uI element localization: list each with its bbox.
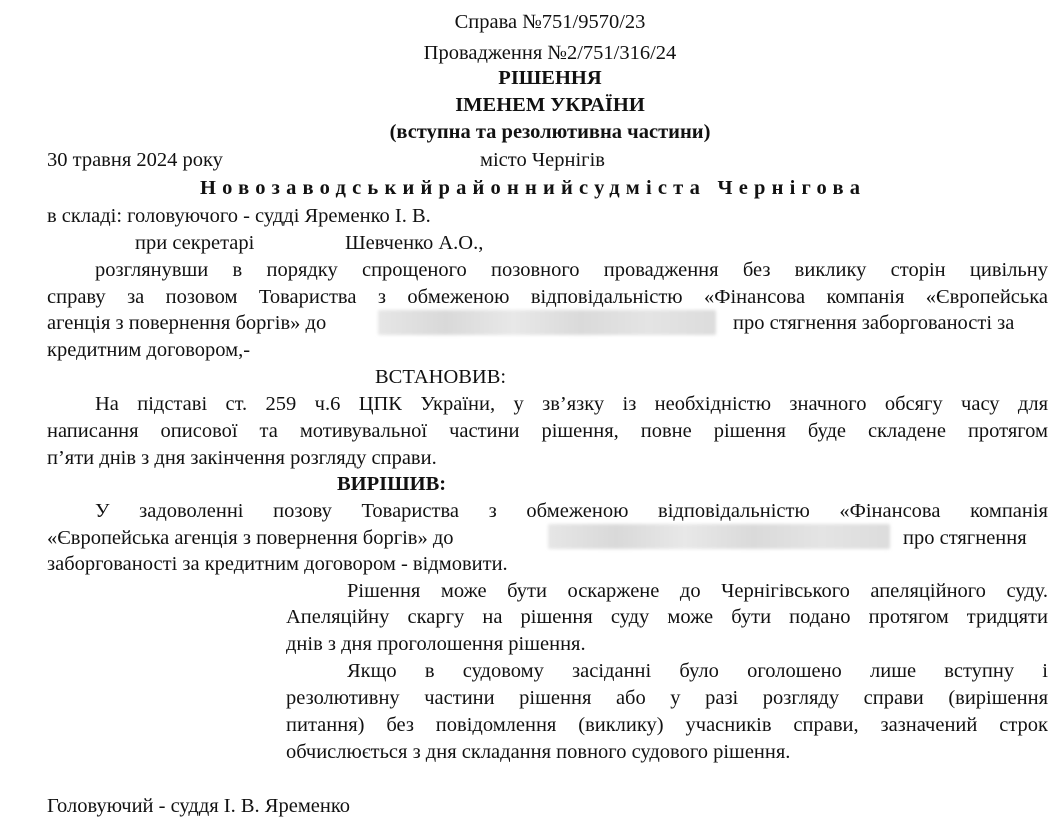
proceeding-number: Провадження №2/751/316/24 [423, 42, 677, 64]
established-line-2: написання описової та мотивувальної частини рішення, повне рішення буде складене протягом [47, 420, 1048, 442]
decision-date: 30 травня 2024 року [47, 149, 223, 171]
judge-line: в складі: головуючого - судді Яременко І. В. [47, 205, 431, 227]
appeal-line-5: резолютивну частини рішення або у разі розгляду справи (вирішення [286, 687, 1048, 709]
appeal-line-7: обчислюється з дня складання повного судового рішення. [286, 741, 791, 763]
decided-line-3: заборгованості за кредитним договором - відмовити. [47, 553, 508, 575]
redacted-defendant-name-2 [548, 524, 890, 549]
intro-line-1: розглянувши в порядку спрощеного позовного провадження без виклику сторін цивільну [95, 259, 1048, 281]
document-parts: (вступна та резолютивна частини) [389, 121, 711, 143]
established-heading: ВСТАНОВИВ: [375, 366, 507, 388]
decided-line-2-after: про стягнення [903, 527, 1027, 549]
appeal-line-4: Якщо в судовому засіданні було оголошено лише вступну і [347, 660, 1048, 682]
court-name: Новозаводськийрайоннийсудміста Чернігова [200, 177, 867, 199]
secretary-label: при секретарі [135, 232, 255, 254]
decided-heading: ВИРІШИВ: [337, 473, 447, 495]
judge-signature: Головуючий - суддя І. В. Яременко [47, 795, 351, 817]
document-title: РІШЕННЯ [498, 67, 602, 89]
intro-line-2: справу за позовом Товариства з обмеженою відповідальністю «Фінансова компанія «Європейська [47, 286, 1048, 308]
appeal-line-2: Апеляційну скаргу на рішення суду може бути подано протягом тридцяти [286, 606, 1048, 628]
appeal-line-3: днів з дня проголошення рішення. [286, 633, 586, 655]
intro-line-3-before: агенція з повернення боргів» до [47, 312, 327, 334]
intro-line-4: кредитним договором,- [47, 339, 251, 361]
established-line-1: На підставі ст. 259 ч.6 ЦПК України, у зв’язку із необхідністю значного обсягу часу для [95, 393, 1048, 415]
intro-line-3 [47, 311, 326, 335]
decision-city: місто Чернігів [480, 149, 605, 171]
appeal-line-1: Рішення може бути оскаржене до Чернігівського апеляційного суду. [347, 580, 1048, 602]
appeal-line-6: питання) без повідомлення (виклику) учасників справи, зазначений строк [286, 714, 1048, 736]
decided-line-1: У задоволенні позову Товариства з обмеженою відповідальністю «Фінансова компанія [95, 500, 1048, 522]
case-number: Справа №751/9570/23 [454, 11, 646, 33]
established-line-3: п’яти днів з дня закінчення розгляду справи. [47, 447, 437, 469]
intro-line-3-after: про стягнення заборгованості за [733, 312, 1015, 334]
decided-line-2-before: «Європейська агенція з повернення боргів» до [47, 527, 454, 549]
secretary-name: Шевченко А.О., [345, 232, 484, 254]
document-subtitle: ІМЕНЕМ УКРАЇНИ [455, 94, 645, 116]
redacted-defendant-name [378, 310, 716, 335]
